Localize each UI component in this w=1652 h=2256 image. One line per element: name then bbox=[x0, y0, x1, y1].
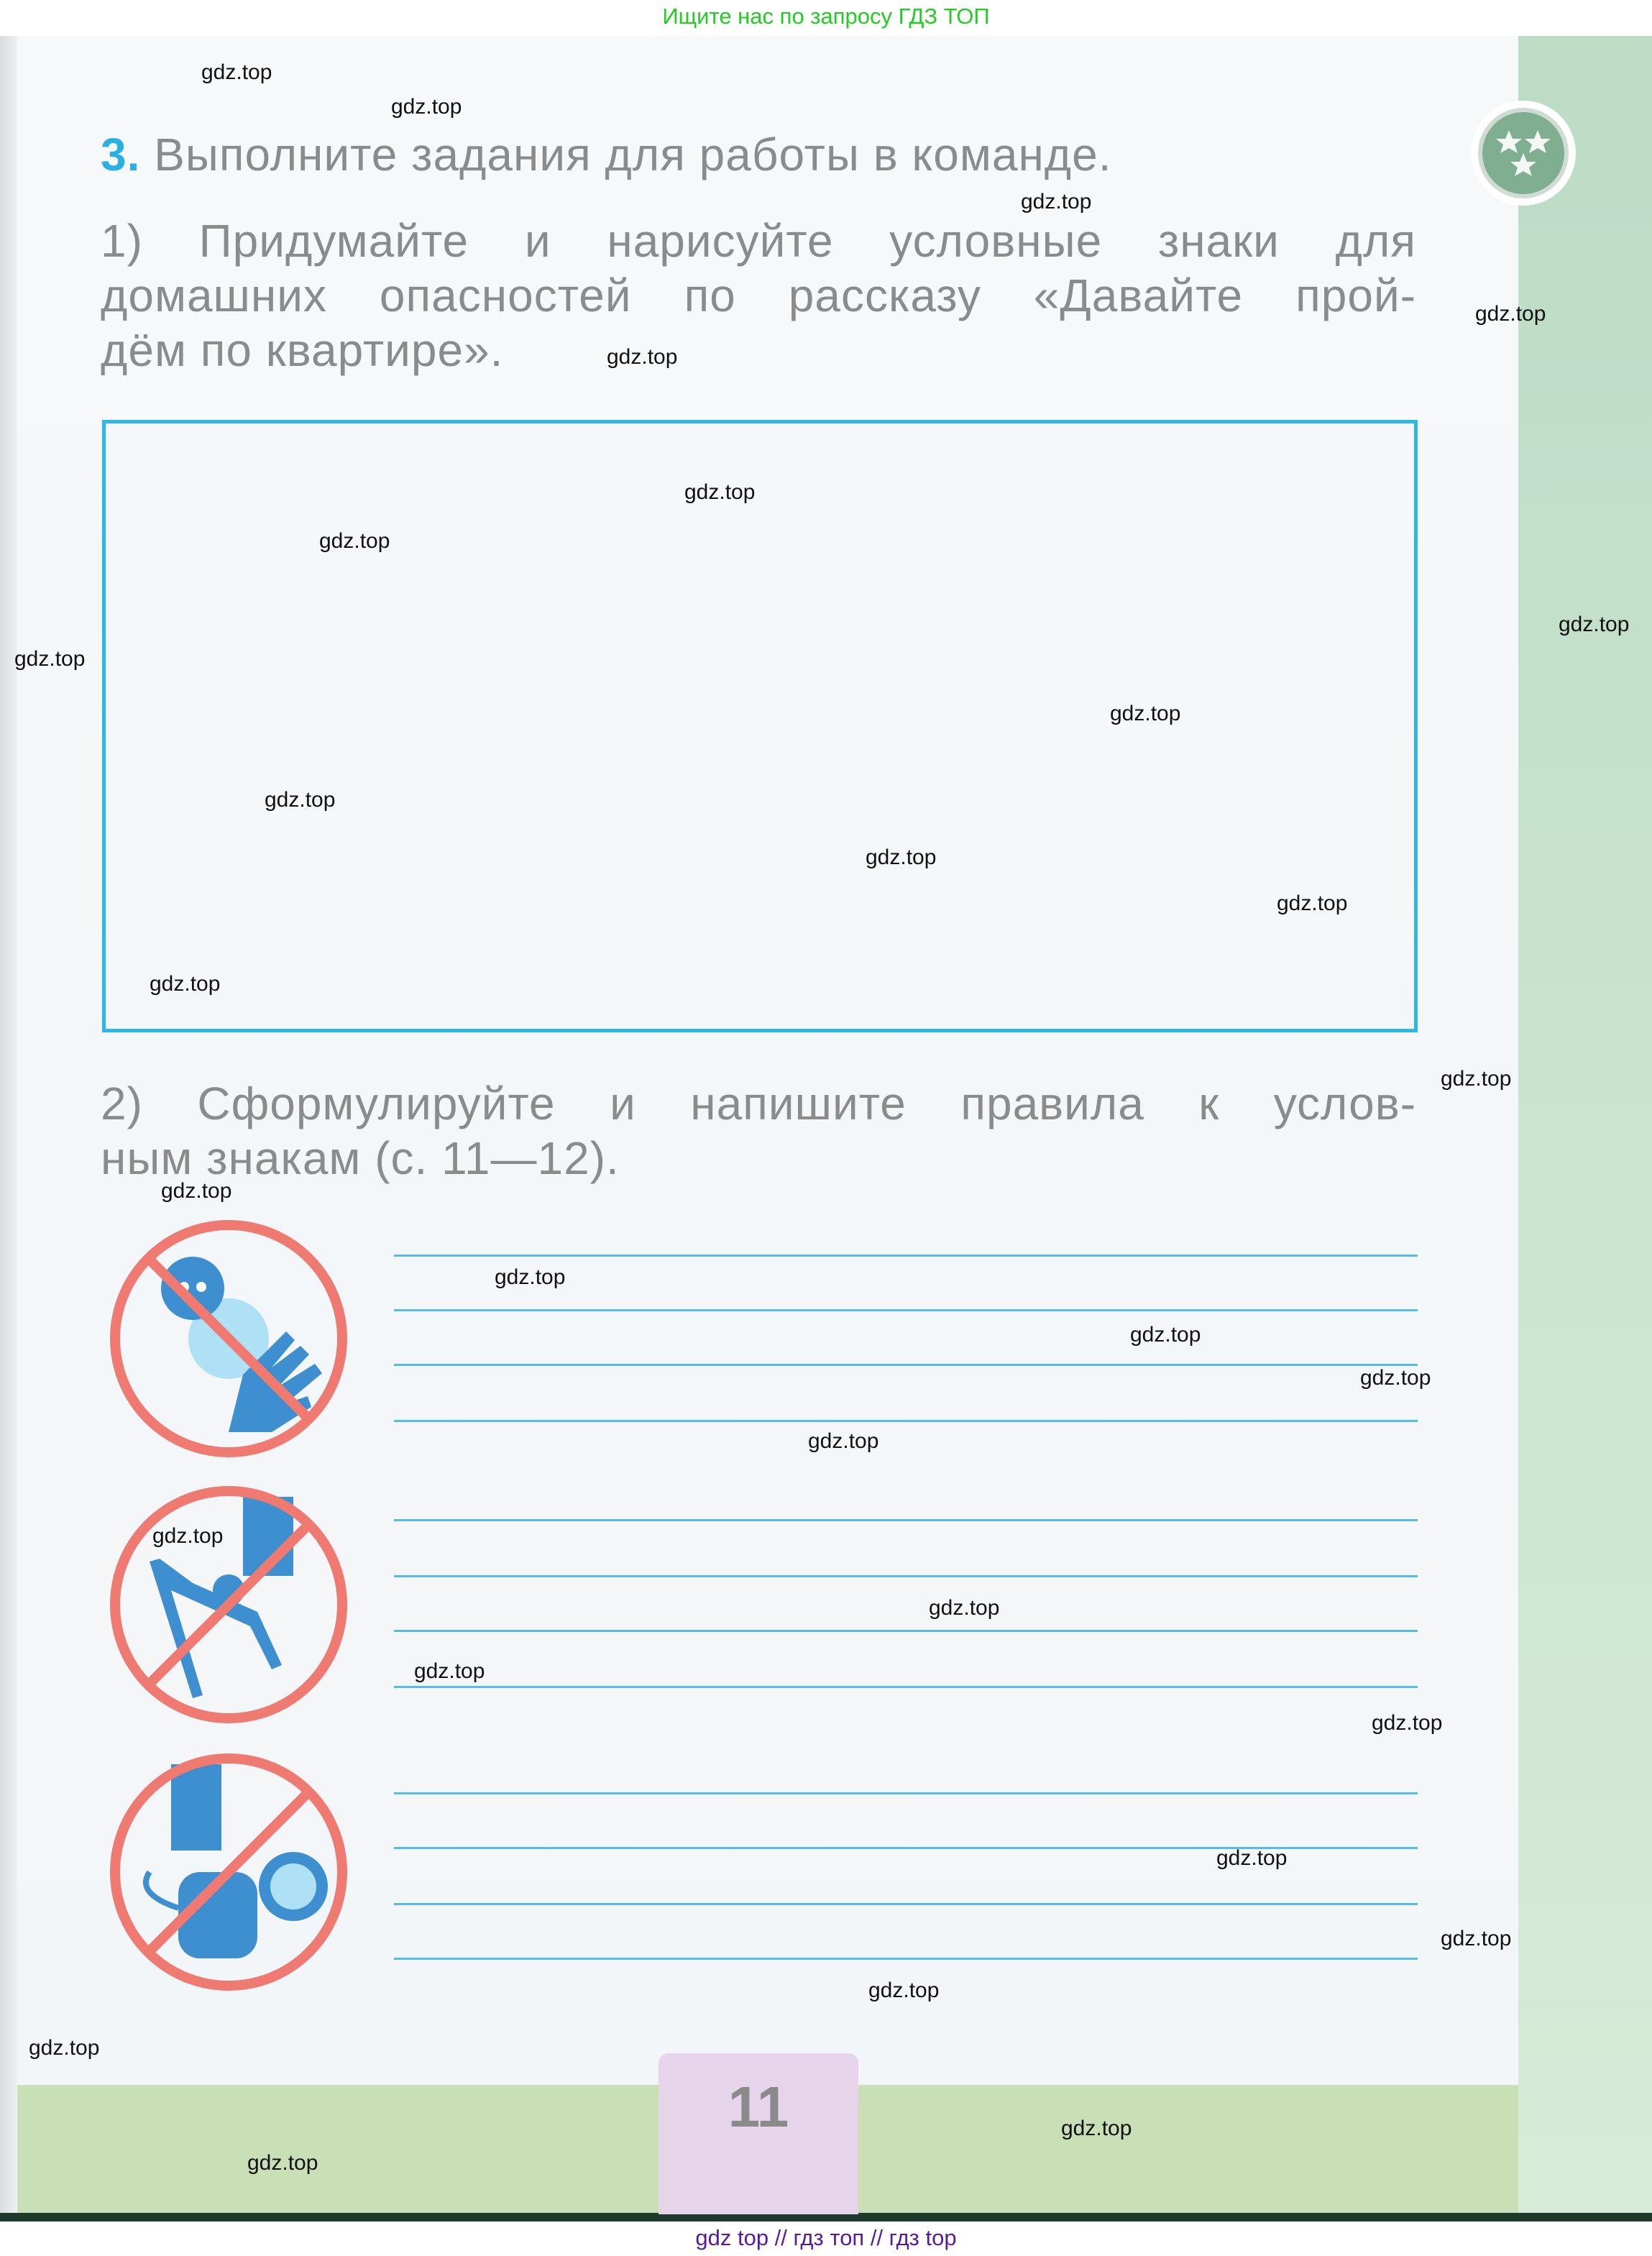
watermark: gdz.top bbox=[1110, 702, 1181, 725]
drawing-area[interactable] bbox=[102, 420, 1418, 1032]
team-work-stars-icon bbox=[1471, 101, 1576, 206]
watermark: gdz.top bbox=[150, 972, 221, 996]
watermark: gdz.top bbox=[1021, 190, 1092, 214]
watermark: gdz.top bbox=[1372, 1711, 1443, 1735]
top-banner: Ищите нас по запросу ГДЗ ТОП bbox=[0, 0, 1652, 36]
watermark: gdz.top bbox=[1061, 2117, 1132, 2140]
watermark: gdz.top bbox=[14, 647, 86, 671]
writing-line[interactable] bbox=[394, 1630, 1418, 1632]
no-plug-appliance-wet-hands-icon bbox=[106, 1750, 351, 1994]
book-spine bbox=[0, 36, 17, 2221]
page-number: 11 bbox=[728, 2075, 789, 2139]
part1-line: домашних опасностей по рассказу «Давайте прой- bbox=[101, 270, 1416, 321]
watermark: gdz.top bbox=[201, 60, 272, 84]
footer-watermark: gdz top // гдз топ // гдз top bbox=[0, 2221, 1652, 2256]
watermark: gdz.top bbox=[1216, 1846, 1288, 1870]
writing-line[interactable] bbox=[394, 1958, 1418, 1960]
watermark: gdz.top bbox=[866, 845, 937, 869]
watermark: gdz.top bbox=[684, 480, 756, 504]
watermark: gdz.top bbox=[607, 345, 678, 369]
watermark: gdz.top bbox=[1441, 1067, 1512, 1091]
page-margin-decoration bbox=[1518, 36, 1652, 2221]
watermark: gdz.top bbox=[161, 1179, 232, 1203]
watermark: gdz.top bbox=[1277, 891, 1348, 915]
watermark: gdz.top bbox=[1475, 302, 1546, 326]
part2-line: 2) Сформулируйте и напишите правила к услов- bbox=[101, 1078, 1416, 1129]
task-heading bbox=[101, 128, 1112, 181]
no-climbing-chair-window-icon bbox=[106, 1482, 351, 1727]
writing-line[interactable] bbox=[394, 1255, 1418, 1257]
watermark: gdz.top bbox=[1559, 613, 1630, 636]
watermark: gdz.top bbox=[1360, 1366, 1431, 1390]
writing-line[interactable] bbox=[394, 1420, 1418, 1422]
watermark: gdz.top bbox=[1441, 1927, 1512, 1950]
watermark: gdz.top bbox=[391, 95, 462, 119]
part1-line: дём по квартире». bbox=[101, 324, 504, 376]
watermark: gdz.top bbox=[152, 1524, 224, 1548]
writing-line[interactable] bbox=[394, 1903, 1418, 1905]
part2-line: ным знакам (с. 11—12). bbox=[101, 1132, 620, 1184]
watermark: gdz.top bbox=[319, 529, 390, 553]
no-touch-electrical-outlet-icon bbox=[106, 1216, 351, 1461]
task-number: 3. bbox=[101, 129, 141, 180]
watermark: gdz.top bbox=[29, 2036, 100, 2060]
watermark: gdz.top bbox=[1130, 1323, 1201, 1347]
writing-line[interactable] bbox=[394, 1792, 1418, 1794]
watermark: gdz.top bbox=[495, 1265, 566, 1289]
writing-line[interactable] bbox=[394, 1686, 1418, 1688]
writing-line[interactable] bbox=[394, 1364, 1418, 1366]
watermark: gdz.top bbox=[414, 1659, 485, 1683]
watermark: gdz.top bbox=[265, 788, 336, 812]
writing-line[interactable] bbox=[394, 1309, 1418, 1311]
task-title: Выполните задания для работы в команде. bbox=[154, 129, 1112, 180]
page-number-tab bbox=[658, 2053, 858, 2214]
watermark: gdz.top bbox=[247, 2151, 318, 2175]
writing-line[interactable] bbox=[394, 1519, 1418, 1521]
watermark: gdz.top bbox=[929, 1596, 1000, 1620]
writing-line[interactable] bbox=[394, 1575, 1418, 1577]
watermark: gdz.top bbox=[808, 1429, 879, 1453]
part1-line: 1) Придумайте и нарисуйте условные знаки для bbox=[101, 215, 1416, 267]
watermark: gdz.top bbox=[868, 1978, 940, 2002]
